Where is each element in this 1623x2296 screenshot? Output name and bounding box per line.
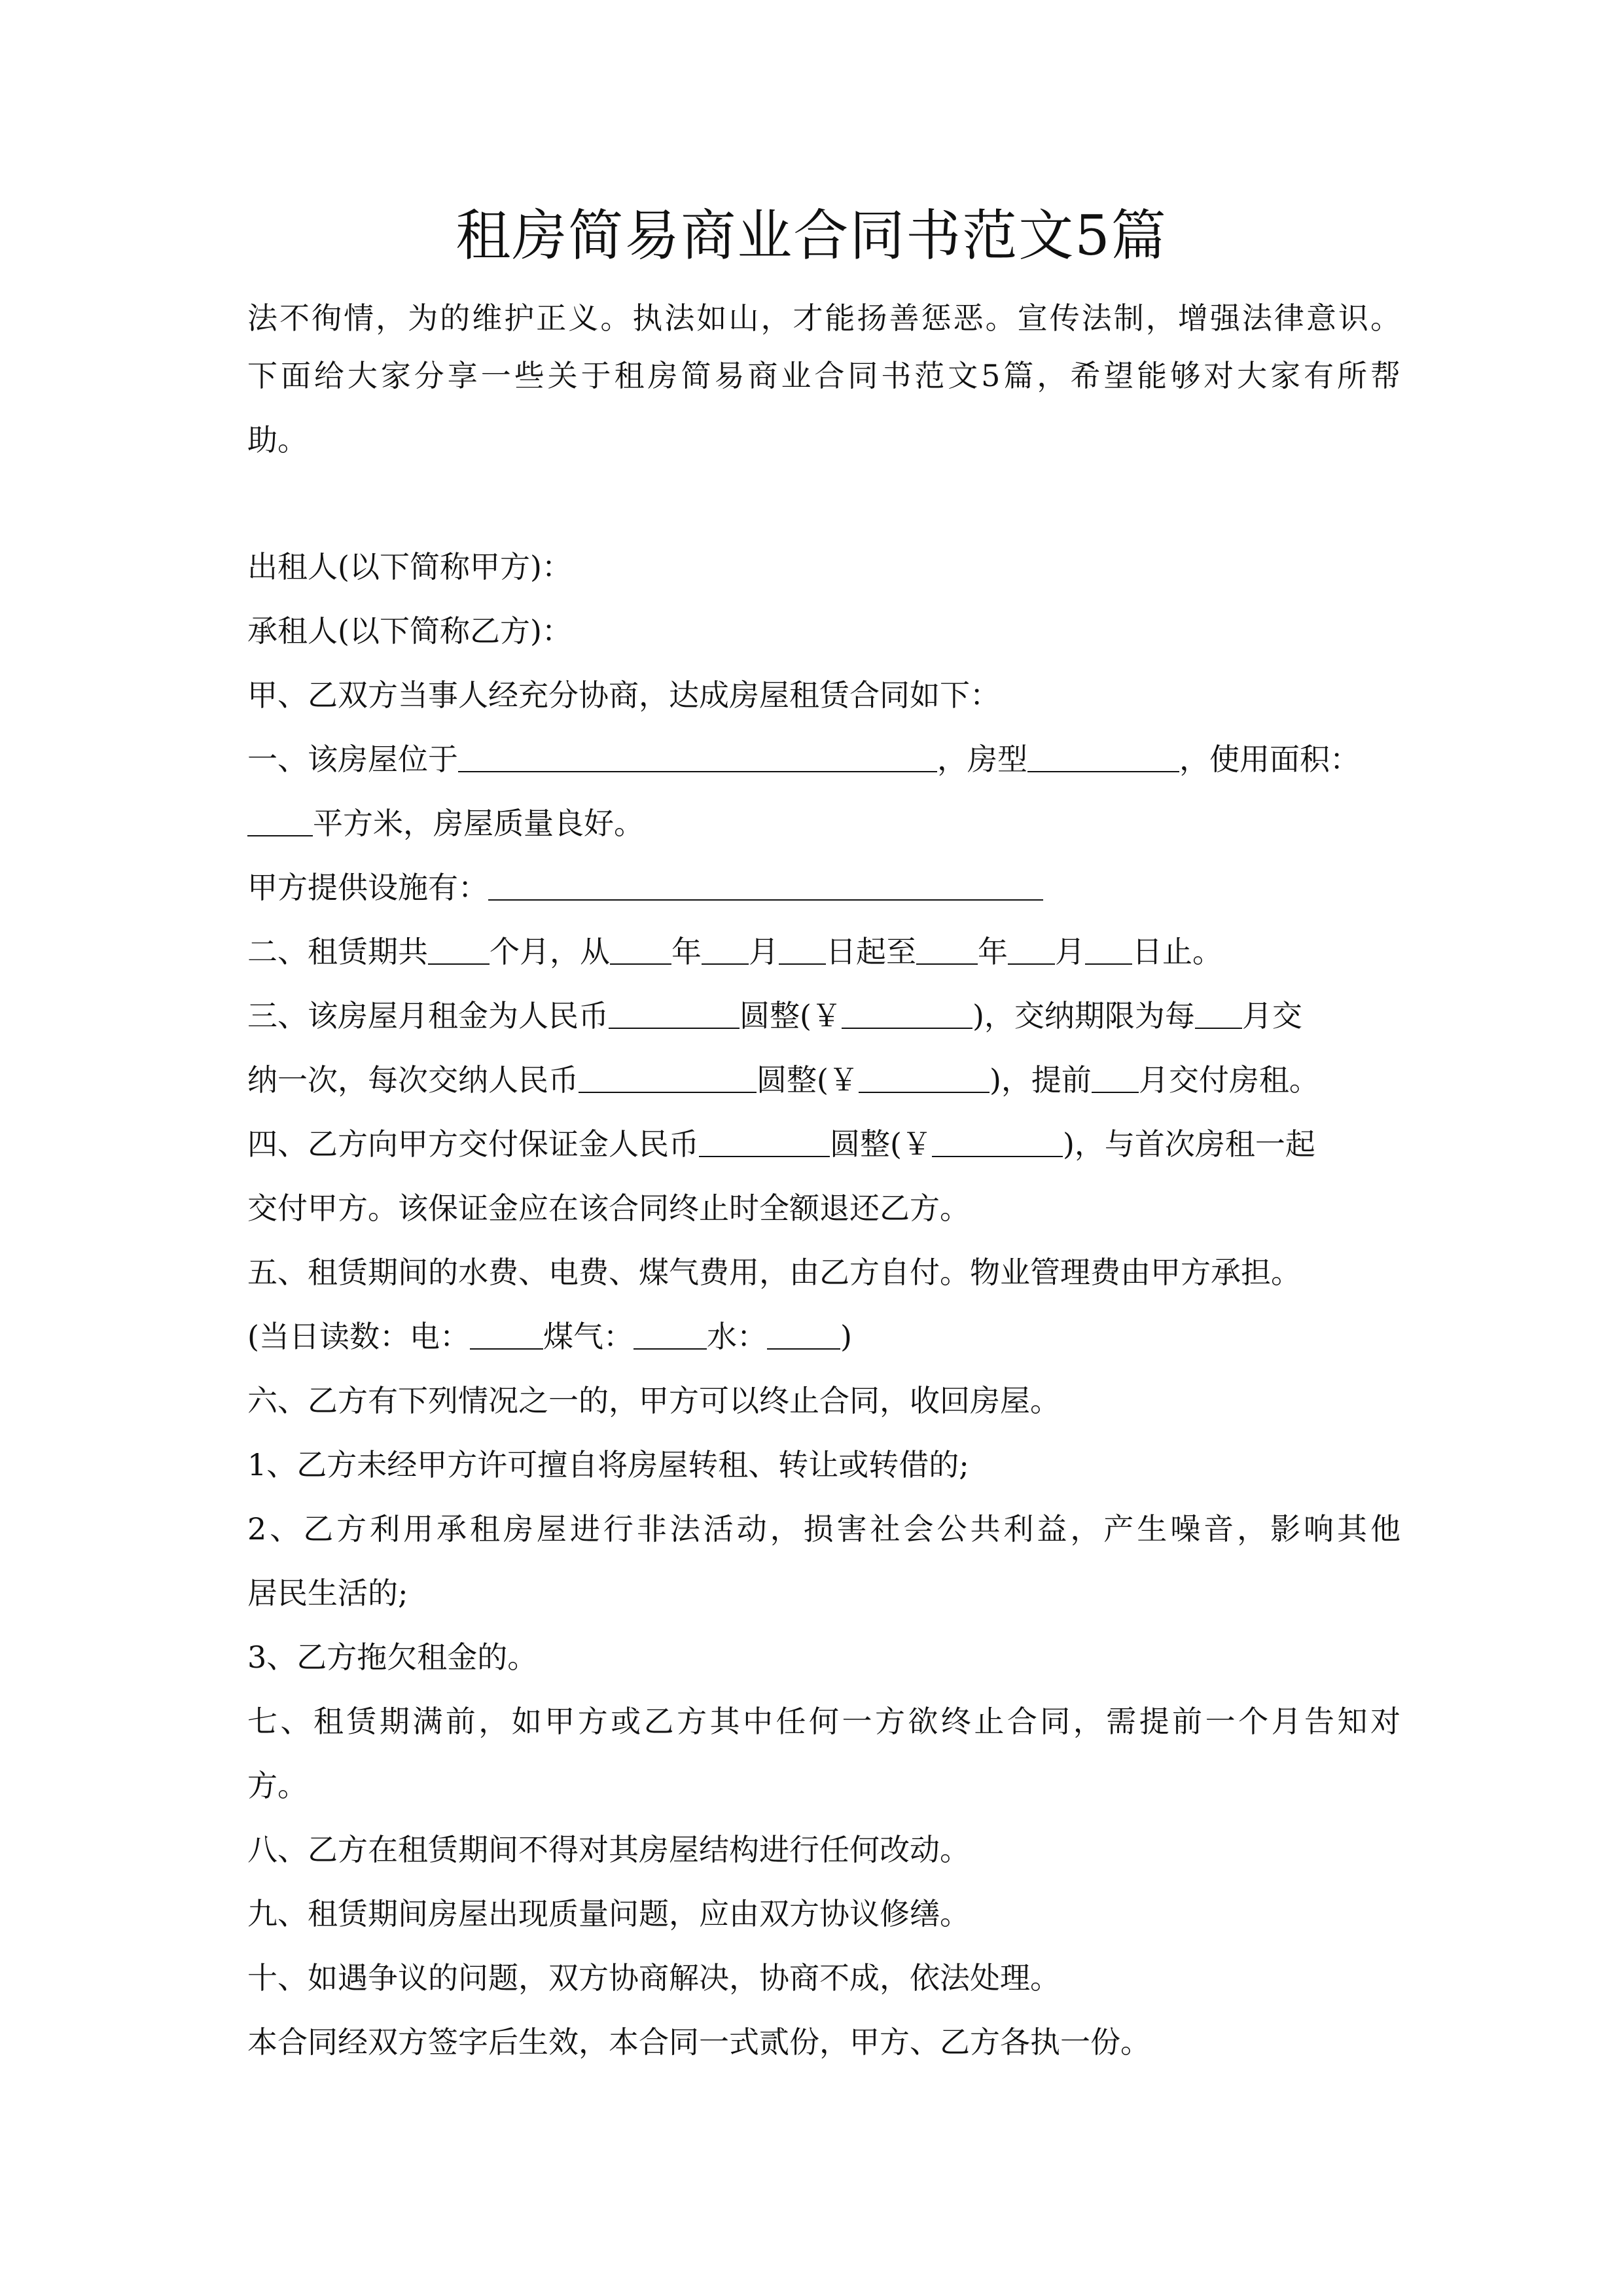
- clause-2-text: 个月，从: [490, 934, 610, 969]
- clause-3-text: 纳一次，每次交纳人民币: [247, 1062, 579, 1098]
- clause-7-line-2: 方。: [247, 1768, 308, 1803]
- clause-2-text: 年: [671, 934, 702, 969]
- start-year-blank[interactable]: [610, 936, 671, 965]
- clause-1-line-1: [247, 740, 1400, 779]
- clause-3-text: 圆整(￥: [757, 1062, 859, 1098]
- end-month-blank[interactable]: [1008, 936, 1055, 965]
- clause-2-text: 日止。: [1132, 934, 1222, 969]
- address-blank[interactable]: [458, 744, 937, 772]
- meter-readings-line: [247, 1317, 1400, 1356]
- clause-1-line-2: [247, 804, 1400, 843]
- facilities-blank[interactable]: [488, 872, 1043, 901]
- clause-3-text: 三、该房屋月租金为人民币: [247, 998, 609, 1033]
- start-month-blank[interactable]: [702, 936, 749, 965]
- clause-2-line: [247, 932, 1400, 971]
- end-year-blank[interactable]: [916, 936, 978, 965]
- clause-1-text: 一、该房屋位于: [247, 742, 458, 777]
- clause-3-text: 月交付房租。: [1138, 1062, 1319, 1098]
- end-day-blank[interactable]: [1085, 936, 1132, 965]
- deposit-amount-blank[interactable]: [699, 1128, 830, 1157]
- clause-6-item-2: 2、乙方利用承租房屋进行非法活动，损害社会公共利益，产生噪音，影响其他: [247, 1511, 1400, 1547]
- clause-7-line-1: 七、租赁期满前，如甲方或乙方其中任何一方欲终止合同，需提前一个月告知对: [247, 1704, 1400, 1739]
- clause-5-text: (当日读数：电：: [247, 1319, 470, 1354]
- rent-amount-blank[interactable]: [609, 1000, 740, 1029]
- deposit-figure-blank[interactable]: [932, 1128, 1063, 1157]
- clause-2-text: 月: [749, 934, 779, 969]
- preamble-line: 甲、乙双方当事人经充分协商，达成房屋租赁合同如下：: [247, 677, 1000, 713]
- clause-2-text: 二、租赁期共: [247, 934, 428, 969]
- clause-4-text: )，与首次房租一起: [1062, 1126, 1315, 1162]
- clause-4-text: 圆整(￥: [830, 1126, 932, 1162]
- clause-4-line-1: [247, 1124, 1400, 1164]
- intro-line-1: 法不徇情，为的维护正义。执法如山，才能扬善惩恶。宣传法制，增强法律意识。: [247, 300, 1400, 336]
- clause-1-text: 平方米，房屋质量良好。: [313, 806, 644, 841]
- clause-5-text: ): [840, 1319, 852, 1354]
- clause-2-text: 年: [978, 934, 1008, 969]
- start-day-blank[interactable]: [779, 936, 826, 965]
- clause-6-item-3: 3、乙方拖欠租金的。: [247, 1640, 538, 1675]
- water-reading-blank[interactable]: [767, 1321, 840, 1350]
- intro-line-2: 下面给大家分享一些关于租房简易商业合同书范文5篇，希望能够对大家有所帮: [247, 358, 1400, 393]
- area-blank[interactable]: [247, 808, 313, 836]
- payment-interval-blank[interactable]: [1195, 1000, 1242, 1029]
- clause-9-line: 九、租赁期间房屋出现质量问题，应由双方协议修缮。: [247, 1896, 970, 1931]
- electricity-reading-blank[interactable]: [470, 1321, 543, 1350]
- clause-10-line: 十、如遇争议的问题，双方协商解决，协商不成，依法处理。: [247, 1960, 1060, 1996]
- clause-3-line-2: [247, 1060, 1400, 1100]
- document-title: 租房简易商业合同书范文5篇: [455, 204, 1168, 268]
- clause-2-text: 日起至: [826, 934, 916, 969]
- clause-5-text: 煤气：: [543, 1319, 633, 1354]
- clause-3-text: )，交纳期限为每: [972, 998, 1195, 1033]
- clause-8-line: 八、乙方在租赁期间不得对其房屋结构进行任何改动。: [247, 1832, 970, 1867]
- clause-1-text: 甲方提供设施有：: [247, 870, 488, 905]
- rent-figure-blank[interactable]: [842, 1000, 972, 1029]
- clause-3-line-1: [247, 996, 1400, 1035]
- clause-1-text: ，使用面积：: [1179, 742, 1360, 777]
- clause-5-text: 水：: [706, 1319, 767, 1354]
- clause-3-text: 圆整(￥: [740, 998, 842, 1033]
- advance-months-blank[interactable]: [1092, 1064, 1139, 1093]
- term-months-blank[interactable]: [428, 936, 490, 965]
- clause-2-text: 月: [1055, 934, 1085, 969]
- clause-1-text: ，房型: [937, 742, 1027, 777]
- clause-3-text: 月交: [1241, 998, 1302, 1033]
- clause-6-line: 六、乙方有下列情况之一的，甲方可以终止合同，收回房屋。: [247, 1383, 1060, 1418]
- payment-figure-blank[interactable]: [859, 1064, 990, 1093]
- clause-4-line-2: 交付甲方。该保证金应在该合同终止时全额退还乙方。: [247, 1191, 970, 1226]
- room-type-blank[interactable]: [1027, 744, 1179, 772]
- intro-line-3: 助。: [247, 422, 308, 457]
- clause-3-text: )，提前: [989, 1062, 1092, 1098]
- lessee-line: 承租人(以下简称乙方)：: [247, 613, 572, 649]
- lessor-line: 出租人(以下简称甲方)：: [247, 549, 572, 584]
- gas-reading-blank[interactable]: [633, 1321, 707, 1350]
- payment-amount-blank[interactable]: [579, 1064, 757, 1093]
- clause-6-item-2-cont: 居民生活的;: [247, 1575, 408, 1611]
- clause-4-text: 四、乙方向甲方交付保证金人民币: [247, 1126, 699, 1162]
- closing-line: 本合同经双方签字后生效，本合同一式贰份，甲方、乙方各执一份。: [247, 2024, 1150, 2060]
- clause-6-item-1: 1、乙方未经甲方许可擅自将房屋转租、转让或转借的;: [247, 1447, 969, 1482]
- clause-5-line-1: 五、租赁期间的水费、电费、煤气费用，由乙方自付。物业管理费由甲方承担。: [247, 1255, 1301, 1290]
- facilities-line: [247, 868, 1400, 907]
